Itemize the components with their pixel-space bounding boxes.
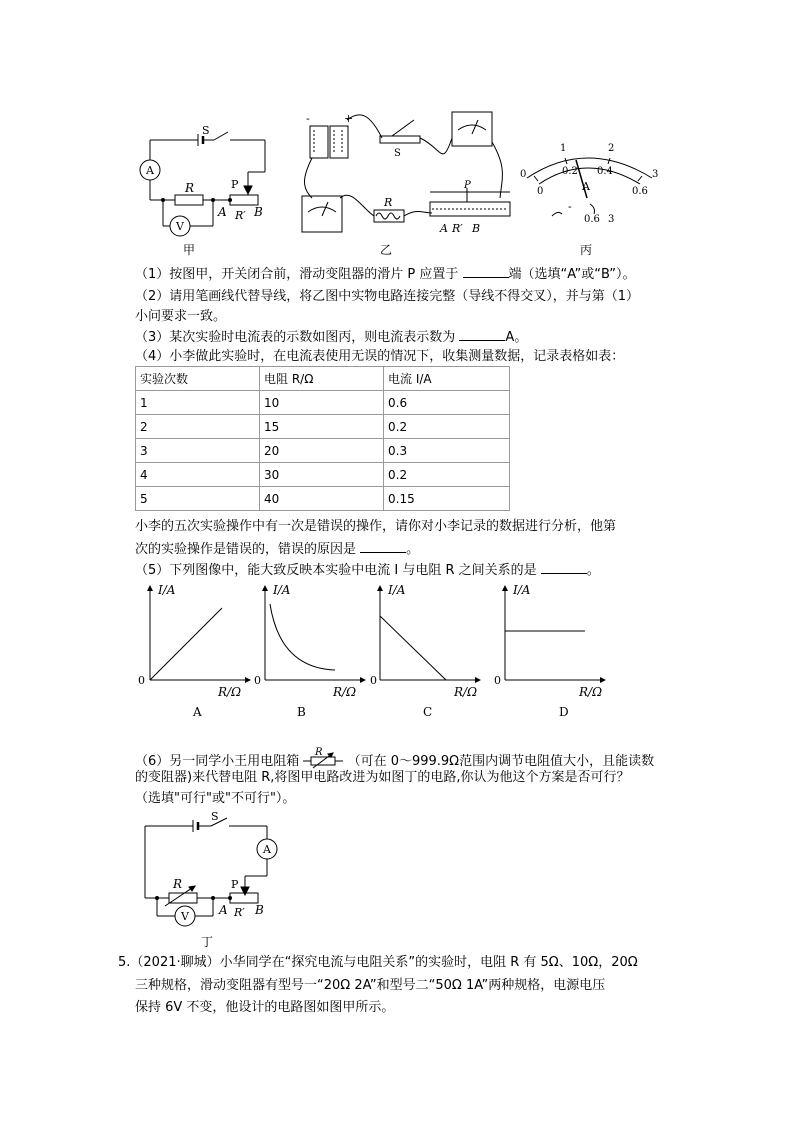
option-c-label: C	[423, 705, 433, 719]
yi-resistor-label: R	[384, 196, 393, 209]
table-cell: 3	[136, 439, 260, 463]
question-4-analysis: 小李的五次实验操作中有一次是错误的操作，请你对小李记录的数据进行分析，他第	[135, 519, 617, 534]
question-6-line-1: （6）另一同学小王用电阻箱 R （可在 0～999.9Ω范围内调节电阻值大小，且能读数	[135, 747, 655, 769]
table-cell: 0.15	[384, 487, 510, 511]
upper-2: 2	[608, 143, 615, 154]
end-b-label: B	[254, 205, 263, 219]
upper-3: 3	[652, 169, 659, 180]
table-cell: 15	[260, 415, 384, 439]
question-5: （5）下列图像中，能大致反映本实验中电流 I 与电阻 R 之间关系的是 。	[135, 563, 600, 578]
answer-blank-4[interactable]	[360, 540, 406, 553]
lower-06: 0.6	[632, 186, 648, 197]
graph-a	[150, 588, 248, 680]
yi-rheostat-label: R′	[452, 222, 463, 235]
table-cell: 1	[136, 391, 260, 415]
ding-rheostat-label: R′	[234, 906, 245, 919]
graph-options	[130, 580, 630, 720]
lower-04: 0.4	[597, 166, 613, 177]
graph-a-ylabel: I/A	[158, 583, 176, 597]
slider-label: P	[231, 178, 239, 191]
ammeter-dial-bing	[512, 138, 667, 233]
voltmeter-label: V	[176, 220, 184, 233]
rheostat-label: R′	[235, 209, 246, 222]
graph-c-ylabel: I/A	[388, 583, 406, 597]
ding-resistor-label: R	[173, 877, 183, 891]
table-header: 电流 I/A	[384, 367, 510, 391]
graph-d-ylabel: I/A	[513, 583, 531, 597]
table-cell: 5	[136, 487, 260, 511]
problem-5-line-2: 三种规格，滑动变阻器有型号一“20Ω 2A”和型号二“50Ω 1A”两种规格，电源电压	[135, 978, 606, 993]
answer-blank-3[interactable]	[459, 328, 505, 341]
table-row	[136, 415, 510, 439]
graph-b-origin: 0	[254, 674, 261, 687]
circuit-ding	[135, 808, 285, 933]
table-header: 电阻 R/Ω	[260, 367, 384, 391]
graph-d-xlabel: R/Ω	[579, 685, 603, 699]
upper-1: 1	[560, 143, 567, 154]
table-cell: 30	[260, 463, 384, 487]
figure-label-jia: 甲	[183, 243, 196, 257]
figure-label-ding: 丁	[201, 935, 214, 949]
lower-0: 0	[537, 186, 544, 197]
resistance-box-icon	[303, 747, 343, 769]
graph-c-origin: 0	[370, 674, 377, 687]
ding-slider-label: P	[231, 878, 239, 891]
ding-voltmeter-label: V	[181, 910, 189, 923]
circuit-jia	[130, 122, 280, 262]
question-4-answer: 次的实验操作是错误的，错误的原因是 。	[135, 542, 420, 557]
table-header: 实验次数	[136, 367, 260, 391]
graph-a-xlabel: R/Ω	[218, 685, 242, 699]
problem-5-line-3: 保持 6V 不变，他设计的电路图如图甲所示。	[135, 1000, 395, 1015]
graph-c	[380, 588, 478, 680]
yi-switch-label: S	[394, 148, 401, 159]
ding-switch-label: S	[211, 810, 219, 823]
ding-end-b-label: B	[255, 903, 264, 917]
graph-a-origin: 0	[138, 674, 145, 687]
table-cell: 4	[136, 463, 260, 487]
ammeter-label: A	[146, 164, 154, 177]
terminal-3: 3	[608, 214, 615, 225]
table-row	[136, 463, 510, 487]
graph-b-ylabel: I/A	[273, 583, 291, 597]
table-row	[136, 391, 510, 415]
answer-blank-1[interactable]	[463, 265, 509, 278]
switch-label: S	[202, 124, 210, 137]
question-4: （4）小李做此实验时，在电流表使用无误的情况下，收集测量数据，记录表格如表：	[135, 349, 625, 364]
ding-ammeter-label: A	[263, 843, 271, 856]
graph-b	[265, 588, 363, 680]
ding-end-a-label: A	[219, 903, 228, 917]
table-cell: 2	[136, 415, 260, 439]
svg-text:-: -	[306, 112, 310, 125]
meter-unit: A	[582, 180, 590, 193]
table-row	[136, 439, 510, 463]
yi-end-b-label: B	[472, 222, 481, 235]
option-b-label: B	[297, 705, 306, 719]
yi-end-a-label: A	[440, 222, 448, 235]
table-cell: 40	[260, 487, 384, 511]
figure-label-bing: 丙	[580, 243, 593, 257]
circuit-yi	[292, 108, 522, 243]
lower-02: 0.2	[562, 166, 578, 177]
question-2-line-1: （2）请用笔画线代替导线，将乙图中实物电路连接完整（导线不得交叉），并与第（1）	[135, 289, 640, 304]
question-6-line-3: （选填"可行"或"不可行"）。	[135, 791, 296, 806]
resistor-label: R	[185, 181, 195, 195]
figure-label-yi: 乙	[380, 243, 393, 257]
table-cell: 0.2	[384, 415, 510, 439]
table-cell: 0.2	[384, 463, 510, 487]
question-6-line-2: 的变阻器)来代替电阻 R,将图甲电路改进为如图丁的电路,你认为他这个方案是否可行？	[135, 770, 630, 785]
question-2-line-2: 小问要求一致。	[135, 309, 227, 324]
table-cell: 0.6	[384, 391, 510, 415]
table-cell: 10	[260, 391, 384, 415]
yi-slider-label: P	[464, 180, 471, 191]
table-cell: 20	[260, 439, 384, 463]
answer-blank-5[interactable]	[541, 561, 587, 574]
graph-d-origin: 0	[494, 674, 501, 687]
terminal-06: 0.6	[584, 214, 600, 225]
terminal-minus: -	[568, 200, 572, 213]
data-table	[135, 366, 510, 511]
table-row	[136, 487, 510, 511]
graph-b-xlabel: R/Ω	[333, 685, 357, 699]
table-cell: 0.3	[384, 439, 510, 463]
end-a-label: A	[218, 205, 227, 219]
graph-d	[505, 588, 603, 680]
problem-5-line-1: 5.（2021·聊城）小华同学在“探究电流与电阻关系”的实验时，电阻 R 有 5Ω、10Ω，20Ω	[118, 955, 638, 970]
option-a-label: A	[193, 705, 202, 719]
table-header-row	[136, 367, 510, 391]
resistance-box-label: R	[315, 747, 323, 758]
upper-0: 0	[520, 169, 527, 180]
question-3: （3）某次实验时电流表的示数如图丙，则电流表示数为 A。	[135, 330, 528, 345]
option-d-label: D	[559, 705, 569, 719]
question-1: （1）按图甲，开关闭合前，滑动变阻器的滑片 P 应置于 端（选填“A”或“B”）。	[135, 267, 636, 282]
svg-text:+: +	[344, 112, 354, 125]
graph-c-xlabel: R/Ω	[454, 685, 478, 699]
